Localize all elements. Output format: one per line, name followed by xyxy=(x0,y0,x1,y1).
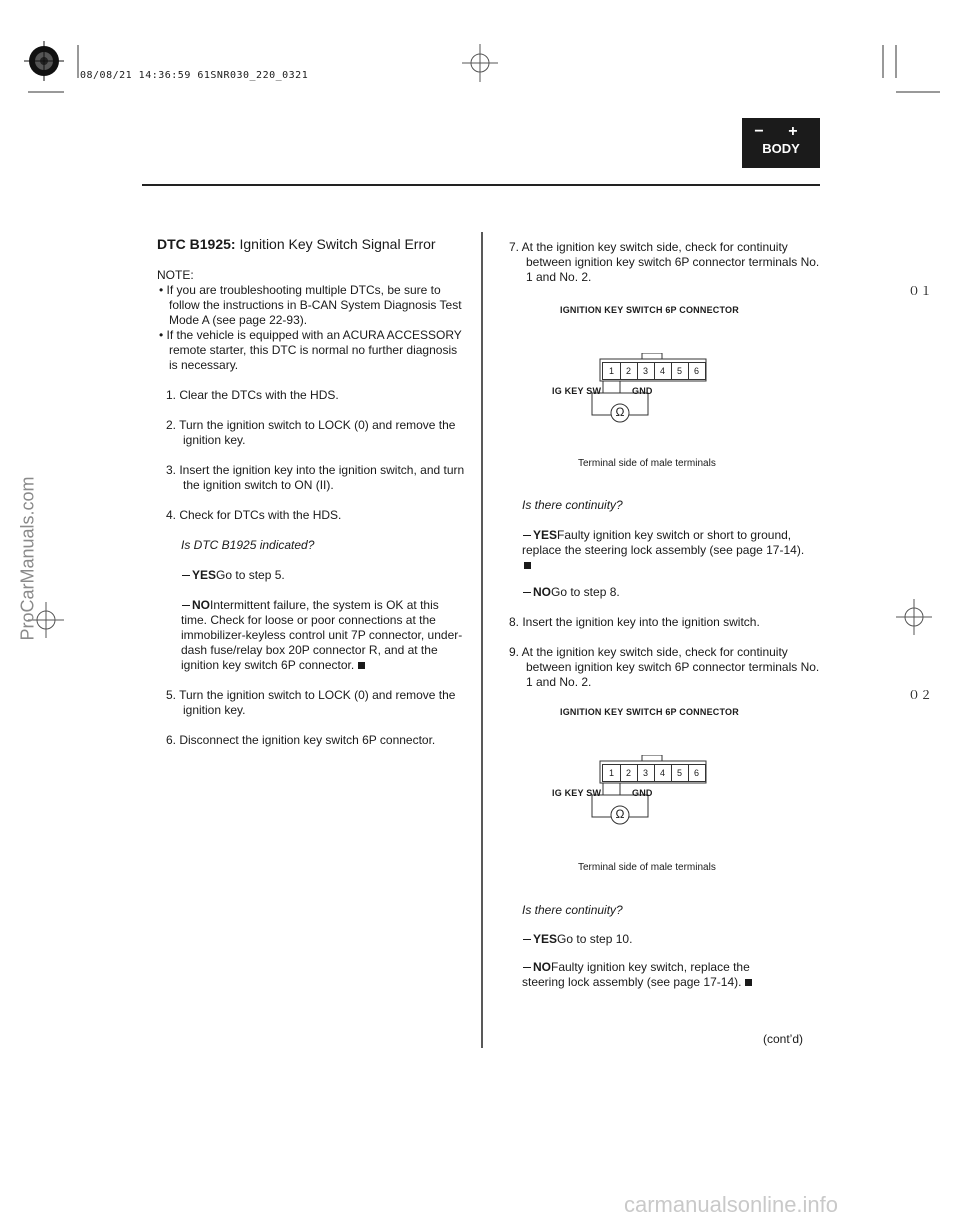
left-column xyxy=(157,268,467,748)
pin-6: 6 xyxy=(693,366,699,376)
pin-6: 6 xyxy=(693,768,699,778)
step-7: 7. At the ignition key switch side, check for continuity between ignition key switch 6P connector terminals No. 1 and No. 2. xyxy=(509,240,820,284)
label-ig-key-sw-1: IG KEY SW xyxy=(552,386,602,396)
pin-5: 5 xyxy=(671,765,689,781)
step-1: 1. Clear the DTCs with the HDS. xyxy=(166,388,339,402)
end-mark xyxy=(524,562,531,569)
step-8: 8. Insert the ignition key into the ignition switch. xyxy=(509,615,760,629)
yes-right-1: YESFaulty ignition key switch or short to ground, replace the steering lock assembly (see page 17-14). xyxy=(522,528,817,573)
label-gnd-1: GND xyxy=(632,386,653,396)
no-right-2: NOFaulty ignition key switch, replace the steering lock assembly (see page 17-14). xyxy=(522,960,772,990)
note-1: • If you are troubleshooting multiple DTCs, be sure to follow the instructions in B-CAN System Diagnosis Test Mode A (see page 22-93). xyxy=(159,283,462,327)
page-title xyxy=(157,236,436,252)
pin-4: 4 xyxy=(654,765,672,781)
pin-1: 1 xyxy=(603,765,621,781)
pin-2: 2 xyxy=(620,765,638,781)
battery-signs: − + xyxy=(754,123,808,140)
step-5: 5. Turn the ignition switch to LOCK (0) and remove the ignition key. xyxy=(166,688,456,717)
dtc-title: Ignition Key Switch Signal Error xyxy=(239,236,436,252)
watermark-left: ProCarManuals.com xyxy=(17,476,38,641)
diagram-1-title: IGNITION KEY SWITCH 6P CONNECTOR xyxy=(560,305,739,315)
pin-3: 3 xyxy=(637,363,655,379)
pin-4: 4 xyxy=(654,363,672,379)
no-left: NOIntermittent failure, the system is OK at this time. Check for loose or poor connections at the immobilizer-keyless control unit 7P connector, under-dash fuse/relay box 20P connector R, and at the ignition key switch 6P connector. xyxy=(181,598,463,672)
step-3: 3. Insert the ignition key into the ignition switch, and turn the ignition switch to ON (II). xyxy=(166,463,465,492)
label-gnd-2: GND xyxy=(632,788,653,798)
diagram-2-title: IGNITION KEY SWITCH 6P CONNECTOR xyxy=(560,707,739,717)
end-mark xyxy=(745,979,752,986)
ohm-icon: Ω xyxy=(615,405,625,419)
note-2: • If the vehicle is equipped with an ACURA ACCESSORY remote starter, this DTC is normal no further diagnosis is necessary. xyxy=(159,328,462,372)
no-right-1: NOGo to step 8. xyxy=(522,585,620,600)
question-left: Is DTC B1925 indicated? xyxy=(181,538,315,552)
pin-5: 5 xyxy=(671,363,689,379)
diagram-2-caption: Terminal side of male terminals xyxy=(578,862,716,873)
continued-note: (cont’d) xyxy=(763,1032,804,1046)
watermark-bottom: carmanualsonline.info xyxy=(624,1192,839,1217)
pin-1: 1 xyxy=(603,363,621,379)
diagram-1-caption: Terminal side of male terminals xyxy=(578,458,716,469)
question-right-1: Is there continuity? xyxy=(522,498,623,512)
ohm-icon: Ω xyxy=(615,807,625,821)
side-marker-2: ０２ xyxy=(908,688,933,702)
note-label: NOTE: xyxy=(157,268,194,282)
yes-right-2: YESGo to step 10. xyxy=(522,932,632,947)
pin-3: 3 xyxy=(637,765,655,781)
step-9: 9. At the ignition key switch side, check for continuity between ignition key switch 6P connector terminals No. 1 and No. 2. xyxy=(509,645,820,689)
step-6: 6. Disconnect the ignition key switch 6P connector. xyxy=(166,733,436,747)
step-4: 4. Check for DTCs with the HDS. xyxy=(166,508,342,522)
print-timestamp: 08/08/21 14:36:59 61SNR030_220_0321 xyxy=(80,70,309,81)
side-marker-1: ０１ xyxy=(908,284,933,298)
step-2: 2. Turn the ignition switch to LOCK (0) and remove the ignition key. xyxy=(166,418,456,447)
body-badge xyxy=(742,118,820,168)
end-mark xyxy=(358,662,365,669)
pin-2: 2 xyxy=(620,363,638,379)
body-badge-text: BODY xyxy=(762,141,800,156)
label-ig-key-sw-2: IG KEY SW xyxy=(552,788,602,798)
question-right-2: Is there continuity? xyxy=(522,903,623,917)
dtc-code: DTC B1925: xyxy=(157,236,236,252)
yes-left: YESGo to step 5. xyxy=(181,568,467,583)
